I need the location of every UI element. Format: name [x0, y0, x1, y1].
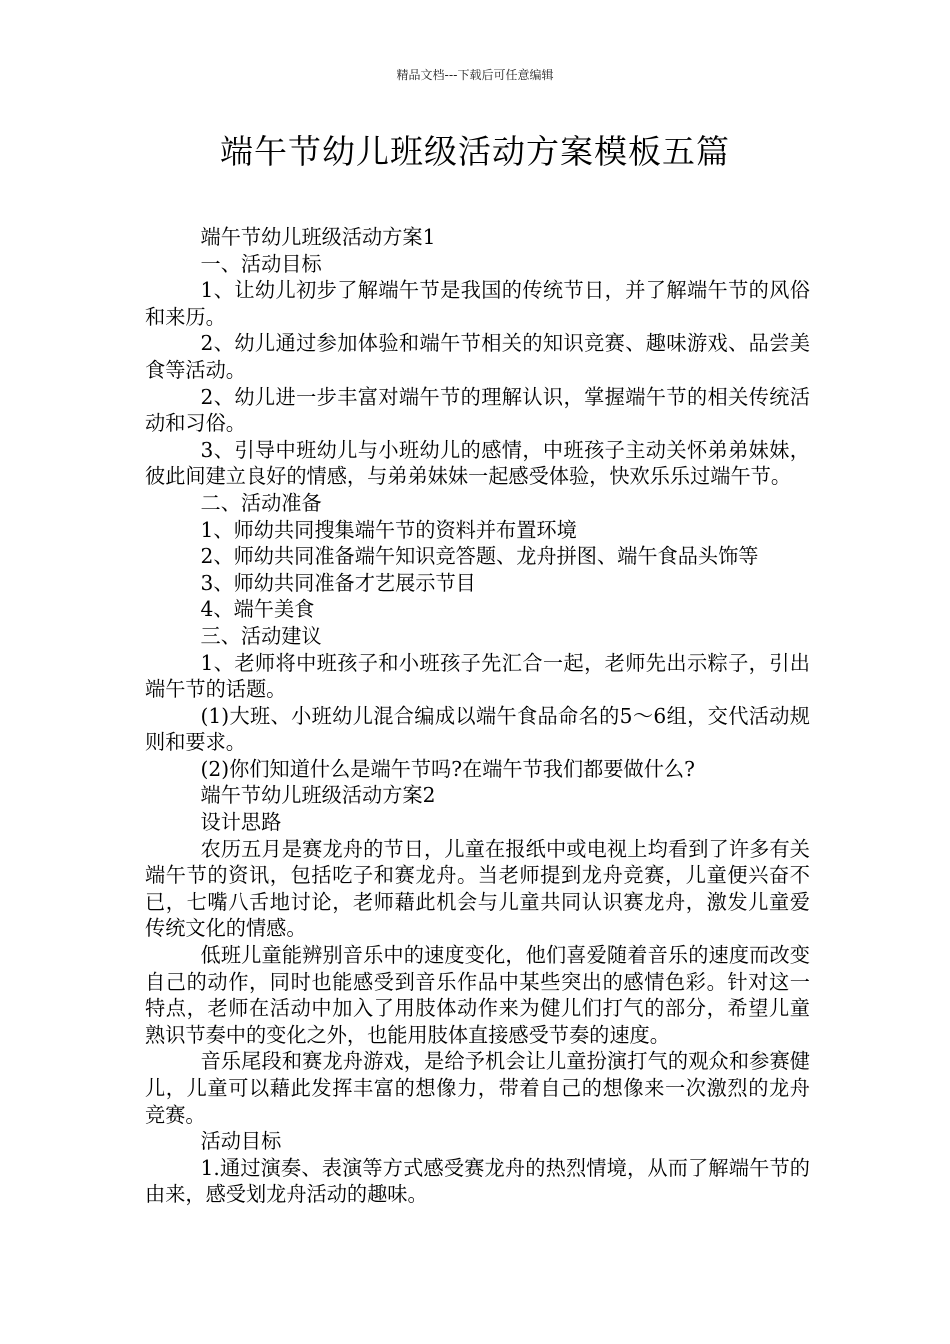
paragraph: 活动目标 — [200, 1129, 282, 1154]
paragraph: 1、老师将中班孩子和小班孩子先汇合一起，老师先出示粽子，引出端午节的话题。 — [145, 650, 810, 702]
paragraph: 4、端午美食 — [200, 597, 315, 622]
paragraph: 端午节幼儿班级活动方案1 — [200, 225, 436, 249]
document-title: 端午节幼儿班级活动方案模板五篇 — [220, 132, 730, 171]
paragraph: 音乐尾段和赛龙舟游戏，是给予机会让儿童扮演打气的观众和参赛健儿，儿童可以藉此发挥丰富的想像力，带着自己的想像来一次激烈的龙舟竞赛。 — [145, 1049, 810, 1127]
paragraph: 低班儿童能辨别音乐中的速度变化，他们喜爱随着音乐的速度而改变自己的动作，同时也能感受到音乐作品中某些突出的感情色彩。针对这一特点，老师在活动中加入了用肢体动作来为健儿们打气的部分，希望儿童熟识节奏中的变化之外，也能用肢体直接感受节奏的速度。 — [145, 943, 810, 1047]
paragraph: 一、活动目标 — [200, 251, 322, 276]
paragraph: 设计思路 — [200, 810, 282, 835]
paragraph: 3、引导中班幼儿与小班幼儿的感情，中班孩子主动关怀弟弟妹妹，彼此间建立良好的情感，与弟弟妹妹一起感受体验，快欢乐乐过端午节。 — [145, 437, 810, 489]
paragraph: (1)大班、小班幼儿混合编成以端午食品命名的5～6组，交代活动规则和要求。 — [145, 703, 810, 755]
document-body — [145, 224, 810, 1208]
paragraph: 1、让幼儿初步了解端午节是我国的传统节日，并了解端午节的风俗和来历。 — [145, 278, 810, 329]
paragraph: 2、幼儿通过参加体验和端午节相关的知识竞赛、趣味游戏、品尝美食等活动。 — [145, 331, 810, 382]
paragraph: 端午节幼儿班级活动方案2 — [200, 783, 436, 808]
paragraph: 2、幼儿进一步丰富对端午节的理解认识，掌握端午节的相关传统活动和习俗。 — [145, 384, 810, 436]
paragraph: 2、师幼共同准备端午知识竞答题、龙舟拼图、端午食品头饰等 — [200, 544, 759, 569]
paragraph: 农历五月是赛龙舟的节日，儿童在报纸中或电视上均看到了许多有关端午节的资讯，包括吃子和赛龙舟。当老师提到龙舟竞赛，儿童便兴奋不已，七嘴八舌地讨论，老师藉此机会与儿童共同认识赛龙舟，激发儿童爱传统文化的情感。 — [145, 836, 810, 941]
paragraph: 二、活动准备 — [200, 490, 322, 515]
paragraph: 1、师幼共同搜集端午节的资料并布置环境 — [200, 517, 577, 542]
paragraph: 三、活动建议 — [200, 623, 322, 648]
paragraph: 1.通过演奏、表演等方式感受赛龙舟的热烈情境，从而了解端午节的由来，感受划龙舟活动的趣味。 — [145, 1155, 810, 1207]
paragraph: (2)你们知道什么是端午节吗?在端午节我们都要做什么? — [200, 756, 695, 781]
page-header: 精品文档---下载后可任意编辑 — [396, 68, 554, 82]
paragraph: 3、师幼共同准备才艺展示节目 — [200, 570, 476, 595]
